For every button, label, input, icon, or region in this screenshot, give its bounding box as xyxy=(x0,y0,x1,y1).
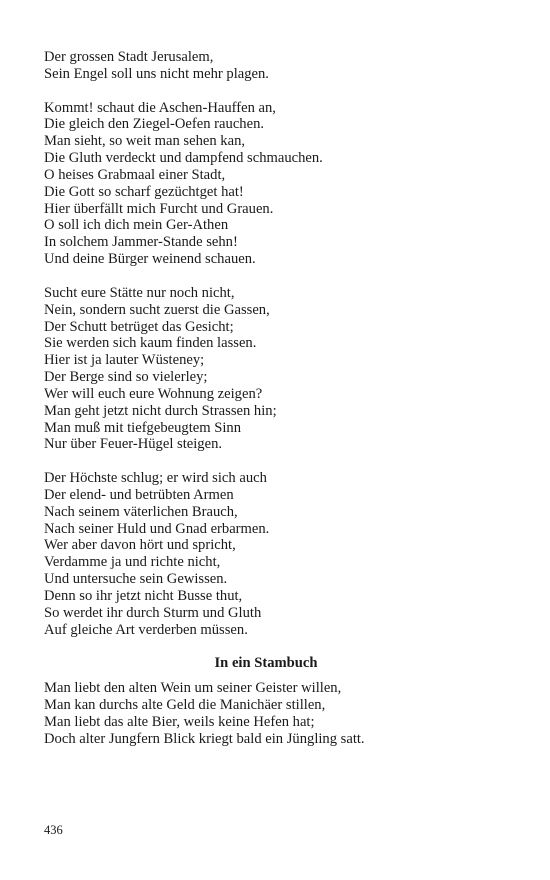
page-number: 436 xyxy=(44,823,63,837)
verse-line: Man liebt den alten Wein um seiner Geister willen, xyxy=(44,680,342,697)
verse-line: Verdamme ja und richte nicht, xyxy=(44,554,221,571)
verse-line: Sucht eure Stätte nur noch nicht, xyxy=(44,284,235,301)
verse-line: Hier ist ja lauter Wüsteney; xyxy=(44,352,205,369)
verse-line: So werdet ihr durch Sturm und Gluth xyxy=(44,604,262,621)
verse-line: Der Schutt betrüget das Gesicht; xyxy=(44,318,234,335)
verse-line: Man geht jetzt nicht durch Strassen hin; xyxy=(44,402,277,419)
verse-line: Nur über Feuer-Hügel steigen. xyxy=(44,436,223,453)
verse-line: In solchem Jammer-Stande sehn! xyxy=(44,234,238,251)
verse-line: Man sieht, so weit man sehen kan, xyxy=(44,133,246,150)
verse-line: Und deine Bürger weinend schauen. xyxy=(44,251,256,268)
verse-line: Wer aber davon hört und spricht, xyxy=(44,537,236,554)
verse-line: Nach seiner Huld und Gnad erbarmen. xyxy=(44,520,270,537)
verse-line: Denn so ihr jetzt nicht Busse thut, xyxy=(44,588,243,604)
verse-line: Man muß mit tiefgebeugtem Sinn xyxy=(44,419,241,436)
verse-line: Man kan durchs alte Geld die Manichäer stillen, xyxy=(44,697,326,714)
verse-line: Doch alter Jungfern Blick kriegt bald ein Jüngling satt. xyxy=(44,730,365,747)
verse-line: Nach seinem väterlichen Brauch, xyxy=(44,503,238,520)
verse-line: Der Höchste schlug; er wird sich auch xyxy=(44,470,267,487)
verse-line: Die Gluth verdeckt und dampfend schmauchen. xyxy=(44,150,323,167)
poem-stambuch xyxy=(44,680,514,747)
verse-line: Die gleich den Ziegel-Oefen rauchen. xyxy=(44,116,265,133)
verse-line: Hier überfällt mich Furcht und Grauen. xyxy=(44,200,274,217)
verse-line: Die Gott so scharf gezüchtget hat! xyxy=(44,183,244,200)
verse-line: Der Berge sind so vielerley; xyxy=(44,369,208,386)
stanza xyxy=(44,285,514,453)
stanza xyxy=(44,100,514,268)
poem-continuation xyxy=(44,49,514,639)
verse-line: Sie werden sich kaum finden lassen. xyxy=(44,335,257,352)
verse-line: Sein Engel soll uns nicht mehr plagen. xyxy=(44,65,269,82)
verse-line: Der elend- und betrübten Armen xyxy=(44,486,234,503)
verse-line: Wer will euch eure Wohnung zeigen? xyxy=(44,385,263,402)
verse-line: Man liebt das alte Bier, weils keine Hefen hat; xyxy=(44,713,315,730)
poem-title: In ein Stambuch xyxy=(214,655,318,672)
verse-line: O heises Grabmaal einer Stadt, xyxy=(44,166,226,183)
page-body xyxy=(44,49,514,748)
verse-line: Und untersuche sein Gewissen. xyxy=(44,571,228,588)
verse-line: O soll ich dich mein Ger-Athen xyxy=(44,217,229,234)
verse-line: Kommt! schaut die Aschen-Hauffen an, xyxy=(44,99,276,116)
verse-line: Der grossen Stadt Jerusalem, xyxy=(44,49,214,65)
verse-line: Auf gleiche Art verderben müssen. xyxy=(44,621,248,638)
stanza xyxy=(44,49,514,83)
stanza xyxy=(44,470,514,638)
verse-line: Nein, sondern sucht zuerst die Gassen, xyxy=(44,301,270,318)
